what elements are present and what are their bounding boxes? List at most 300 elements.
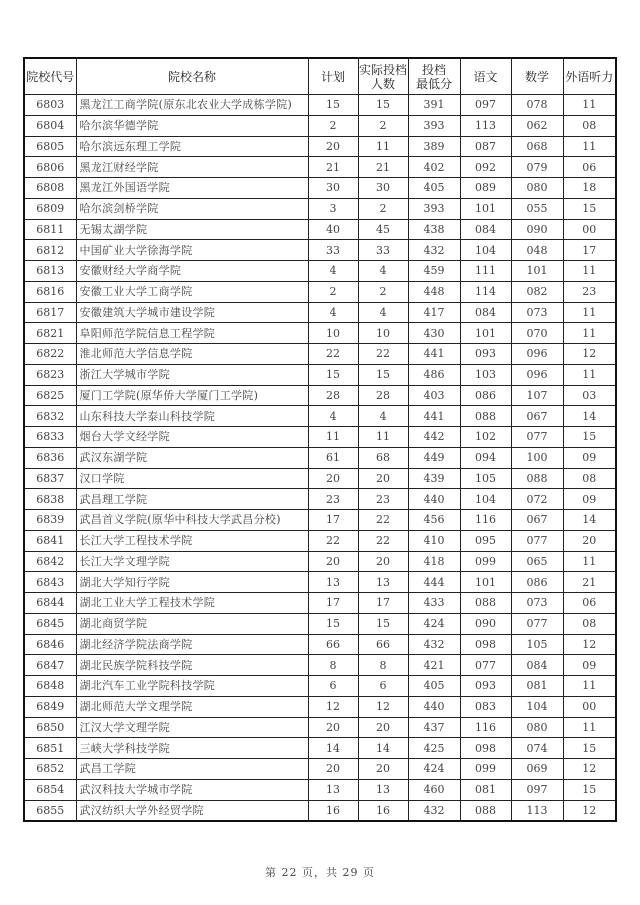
cell-plan: 33 [308, 240, 358, 261]
cell-actual-count: 20 [358, 468, 408, 489]
cell-min-score: 442 [408, 427, 460, 448]
cell-actual-count: 10 [358, 323, 408, 344]
cell-school-code: 6823 [24, 364, 76, 385]
cell-listening: 14 [563, 510, 616, 531]
cell-math: 084 [511, 655, 563, 676]
cell-actual-count: 4 [358, 302, 408, 323]
cell-actual-count: 14 [358, 738, 408, 759]
cell-chinese: 101 [460, 198, 511, 219]
cell-school-name: 湖北大学知行学院 [76, 572, 308, 593]
cell-plan: 11 [308, 427, 358, 448]
table-row [24, 406, 616, 427]
table-row [24, 696, 616, 717]
cell-school-code: 6813 [24, 261, 76, 282]
cell-listening: 15 [563, 779, 616, 800]
cell-plan: 28 [308, 385, 358, 406]
cell-plan: 17 [308, 510, 358, 531]
cell-school-code: 6849 [24, 696, 76, 717]
cell-actual-count: 23 [358, 489, 408, 510]
cell-min-score: 449 [408, 447, 460, 468]
cell-actual-count: 22 [358, 344, 408, 365]
table-row [24, 302, 616, 323]
cell-math: 096 [511, 344, 563, 365]
cell-chinese: 087 [460, 136, 511, 157]
cell-school-name: 哈尔滨远东理工学院 [76, 136, 308, 157]
cell-school-name: 无锡太湖学院 [76, 219, 308, 240]
table-row [24, 676, 616, 697]
cell-min-score: 393 [408, 198, 460, 219]
cell-min-score: 441 [408, 406, 460, 427]
cell-plan: 15 [308, 613, 358, 634]
cell-actual-count: 12 [358, 696, 408, 717]
cell-school-name: 安徽建筑大学城市建设学院 [76, 302, 308, 323]
cell-math: 070 [511, 323, 563, 344]
cell-school-name: 长江大学文理学院 [76, 551, 308, 572]
cell-plan: 20 [308, 717, 358, 738]
table-row [24, 344, 616, 365]
cell-actual-count: 33 [358, 240, 408, 261]
cell-plan: 2 [308, 115, 358, 136]
cell-plan: 2 [308, 281, 358, 302]
cell-math: 088 [511, 468, 563, 489]
cell-math: 055 [511, 198, 563, 219]
header-school-code: 院校代号 [24, 58, 76, 95]
cell-school-code: 6854 [24, 779, 76, 800]
table-row [24, 800, 616, 821]
cell-chinese: 111 [460, 261, 511, 282]
header-line: 人数 [370, 76, 395, 91]
cell-plan: 23 [308, 489, 358, 510]
cell-school-code: 6821 [24, 323, 76, 344]
header-plan: 计划 [308, 58, 358, 95]
cell-chinese: 104 [460, 489, 511, 510]
cell-chinese: 094 [460, 447, 511, 468]
cell-actual-count: 22 [358, 510, 408, 531]
cell-listening: 18 [563, 178, 616, 199]
cell-listening: 23 [563, 281, 616, 302]
cell-school-name: 阜阳师范学院信息工程学院 [76, 323, 308, 344]
cell-school-name: 淮北师范大学信息学院 [76, 344, 308, 365]
cell-school-name: 黑龙江财经学院 [76, 157, 308, 178]
cell-listening: 15 [563, 738, 616, 759]
cell-chinese: 113 [460, 115, 511, 136]
cell-school-code: 6804 [24, 115, 76, 136]
cell-listening: 11 [563, 136, 616, 157]
cell-listening: 14 [563, 406, 616, 427]
cell-school-name: 山东科技大学泰山科技学院 [76, 406, 308, 427]
cell-school-code: 6822 [24, 344, 76, 365]
cell-school-name: 湖北工业大学工程技术学院 [76, 593, 308, 614]
cell-school-code: 6811 [24, 219, 76, 240]
cell-school-name: 长江大学工程技术学院 [76, 530, 308, 551]
cell-min-score: 441 [408, 344, 460, 365]
cell-chinese: 103 [460, 364, 511, 385]
header-min-score [408, 58, 460, 95]
cell-plan: 14 [308, 738, 358, 759]
cell-math: 074 [511, 738, 563, 759]
cell-min-score: 417 [408, 302, 460, 323]
cell-math: 086 [511, 572, 563, 593]
table-row [24, 95, 616, 116]
cell-math: 080 [511, 178, 563, 199]
cell-min-score: 421 [408, 655, 460, 676]
cell-actual-count: 21 [358, 157, 408, 178]
cell-school-name: 湖北汽车工业学院科技学院 [76, 676, 308, 697]
cell-plan: 6 [308, 676, 358, 697]
cell-school-name: 武汉东湖学院 [76, 447, 308, 468]
cell-listening: 11 [563, 364, 616, 385]
table-row [24, 178, 616, 199]
cell-school-code: 6850 [24, 717, 76, 738]
table-row [24, 219, 616, 240]
cell-chinese: 116 [460, 510, 511, 531]
header-line: 最低分 [415, 76, 452, 91]
cell-actual-count: 2 [358, 281, 408, 302]
table-row [24, 530, 616, 551]
table-row [24, 779, 616, 800]
cell-listening: 11 [563, 676, 616, 697]
cell-min-score: 424 [408, 759, 460, 780]
cell-school-name: 哈尔滨剑桥学院 [76, 198, 308, 219]
cell-chinese: 092 [460, 157, 511, 178]
cell-actual-count: 20 [358, 551, 408, 572]
table-row [24, 717, 616, 738]
cell-math: 077 [511, 613, 563, 634]
cell-plan: 8 [308, 655, 358, 676]
cell-listening: 00 [563, 219, 616, 240]
cell-school-code: 6836 [24, 447, 76, 468]
cell-plan: 15 [308, 95, 358, 116]
table-row [24, 655, 616, 676]
cell-min-score: 418 [408, 551, 460, 572]
header-actual-count [358, 58, 408, 95]
cell-min-score: 437 [408, 717, 460, 738]
cell-chinese: 093 [460, 676, 511, 697]
cell-math: 090 [511, 219, 563, 240]
cell-school-name: 三峡大学科技学院 [76, 738, 308, 759]
cell-listening: 21 [563, 572, 616, 593]
cell-chinese: 084 [460, 302, 511, 323]
table-row [24, 323, 616, 344]
cell-actual-count: 2 [358, 115, 408, 136]
cell-school-code: 6803 [24, 95, 76, 116]
header-school-name: 院校名称 [76, 58, 308, 95]
cell-chinese: 088 [460, 406, 511, 427]
cell-min-score: 448 [408, 281, 460, 302]
cell-school-code: 6855 [24, 800, 76, 821]
cell-math: 073 [511, 302, 563, 323]
cell-chinese: 101 [460, 572, 511, 593]
cell-listening: 11 [563, 261, 616, 282]
cell-min-score: 438 [408, 219, 460, 240]
cell-listening: 08 [563, 613, 616, 634]
cell-listening: 00 [563, 696, 616, 717]
header-math: 数学 [511, 58, 563, 95]
cell-plan: 40 [308, 219, 358, 240]
cell-school-name: 哈尔滨华德学院 [76, 115, 308, 136]
cell-listening: 12 [563, 634, 616, 655]
table-row [24, 115, 616, 136]
cell-min-score: 486 [408, 364, 460, 385]
cell-min-score: 424 [408, 613, 460, 634]
table-row [24, 489, 616, 510]
cell-school-name: 武昌工学院 [76, 759, 308, 780]
table-row [24, 613, 616, 634]
cell-chinese: 083 [460, 696, 511, 717]
cell-min-score: 405 [408, 178, 460, 199]
cell-actual-count: 68 [358, 447, 408, 468]
cell-school-name: 武汉科技大学城市学院 [76, 779, 308, 800]
page-number: 第 22 页，共 29 页 [265, 866, 375, 879]
cell-school-code: 6825 [24, 385, 76, 406]
cell-math: 107 [511, 385, 563, 406]
cell-school-code: 6837 [24, 468, 76, 489]
cell-chinese: 093 [460, 344, 511, 365]
cell-chinese: 095 [460, 530, 511, 551]
cell-actual-count: 6 [358, 676, 408, 697]
cell-min-score: 389 [408, 136, 460, 157]
table-row [24, 738, 616, 759]
cell-listening: 15 [563, 198, 616, 219]
table-body [24, 95, 616, 822]
header-line: 投档 [421, 62, 446, 77]
cell-min-score: 410 [408, 530, 460, 551]
cell-math: 067 [511, 510, 563, 531]
cell-math: 065 [511, 551, 563, 572]
cell-listening: 11 [563, 717, 616, 738]
cell-listening: 12 [563, 344, 616, 365]
cell-math: 081 [511, 676, 563, 697]
cell-listening: 11 [563, 302, 616, 323]
cell-plan: 66 [308, 634, 358, 655]
cell-math: 113 [511, 800, 563, 821]
cell-chinese: 077 [460, 655, 511, 676]
cell-school-code: 6812 [24, 240, 76, 261]
table-row [24, 593, 616, 614]
cell-math: 080 [511, 717, 563, 738]
cell-school-code: 6851 [24, 738, 76, 759]
cell-plan: 4 [308, 302, 358, 323]
cell-school-code: 6809 [24, 198, 76, 219]
cell-actual-count: 28 [358, 385, 408, 406]
cell-school-name: 武昌理工学院 [76, 489, 308, 510]
cell-math: 079 [511, 157, 563, 178]
cell-school-code: 6833 [24, 427, 76, 448]
cell-math: 105 [511, 634, 563, 655]
cell-actual-count: 13 [358, 572, 408, 593]
cell-actual-count: 4 [358, 406, 408, 427]
cell-chinese: 090 [460, 613, 511, 634]
table-row [24, 510, 616, 531]
cell-plan: 21 [308, 157, 358, 178]
table-row [24, 427, 616, 448]
header-chinese: 语文 [460, 58, 511, 95]
cell-listening: 17 [563, 240, 616, 261]
cell-math: 097 [511, 779, 563, 800]
cell-math: 067 [511, 406, 563, 427]
cell-plan: 20 [308, 136, 358, 157]
cell-actual-count: 20 [358, 717, 408, 738]
cell-listening: 11 [563, 323, 616, 344]
cell-actual-count: 22 [358, 530, 408, 551]
cell-school-code: 6816 [24, 281, 76, 302]
cell-listening: 08 [563, 115, 616, 136]
cell-min-score: 403 [408, 385, 460, 406]
cell-chinese: 097 [460, 95, 511, 116]
cell-chinese: 099 [460, 759, 511, 780]
cell-listening: 20 [563, 530, 616, 551]
cell-school-name: 黑龙江外国语学院 [76, 178, 308, 199]
cell-plan: 61 [308, 447, 358, 468]
cell-plan: 17 [308, 593, 358, 614]
cell-school-name: 汉口学院 [76, 468, 308, 489]
cell-school-name: 烟台大学文经学院 [76, 427, 308, 448]
table-row [24, 261, 616, 282]
table-row [24, 364, 616, 385]
header-line: 实际投档 [358, 62, 407, 77]
cell-min-score: 440 [408, 696, 460, 717]
cell-actual-count: 4 [358, 261, 408, 282]
cell-math: 104 [511, 696, 563, 717]
cell-school-code: 6847 [24, 655, 76, 676]
cell-math: 069 [511, 759, 563, 780]
cell-school-code: 6844 [24, 593, 76, 614]
cell-school-name: 江汉大学文理学院 [76, 717, 308, 738]
cell-school-code: 6832 [24, 406, 76, 427]
cell-min-score: 459 [408, 261, 460, 282]
cell-min-score: 444 [408, 572, 460, 593]
cell-chinese: 101 [460, 323, 511, 344]
cell-min-score: 440 [408, 489, 460, 510]
cell-chinese: 086 [460, 385, 511, 406]
cell-math: 077 [511, 427, 563, 448]
cell-school-name: 安徽财经大学商学院 [76, 261, 308, 282]
cell-school-code: 6817 [24, 302, 76, 323]
cell-listening: 15 [563, 427, 616, 448]
cell-school-code: 6806 [24, 157, 76, 178]
cell-school-name: 湖北经济学院法商学院 [76, 634, 308, 655]
cell-plan: 16 [308, 800, 358, 821]
cell-min-score: 430 [408, 323, 460, 344]
cell-school-name: 安徽工业大学工商学院 [76, 281, 308, 302]
cell-listening: 03 [563, 385, 616, 406]
cell-actual-count: 15 [358, 613, 408, 634]
table-row [24, 759, 616, 780]
cell-school-code: 6841 [24, 530, 76, 551]
cell-listening: 09 [563, 489, 616, 510]
cell-chinese: 088 [460, 800, 511, 821]
cell-chinese: 102 [460, 427, 511, 448]
cell-min-score: 432 [408, 634, 460, 655]
cell-school-name: 武汉纺织大学外经贸学院 [76, 800, 308, 821]
cell-school-code: 6838 [24, 489, 76, 510]
cell-listening: 11 [563, 551, 616, 572]
table-row [24, 198, 616, 219]
cell-actual-count: 11 [358, 427, 408, 448]
admission-table [23, 57, 617, 822]
cell-listening: 09 [563, 447, 616, 468]
cell-school-name: 湖北民族学院科技学院 [76, 655, 308, 676]
cell-listening: 12 [563, 759, 616, 780]
cell-chinese: 104 [460, 240, 511, 261]
cell-min-score: 456 [408, 510, 460, 531]
cell-school-name: 湖北商贸学院 [76, 613, 308, 634]
cell-school-name: 湖北师范大学文理学院 [76, 696, 308, 717]
cell-school-code: 6842 [24, 551, 76, 572]
cell-school-name: 浙江大学城市学院 [76, 364, 308, 385]
cell-min-score: 460 [408, 779, 460, 800]
cell-math: 096 [511, 364, 563, 385]
cell-min-score: 432 [408, 240, 460, 261]
cell-min-score: 405 [408, 676, 460, 697]
cell-chinese: 098 [460, 738, 511, 759]
cell-plan: 20 [308, 759, 358, 780]
cell-plan: 22 [308, 530, 358, 551]
cell-actual-count: 8 [358, 655, 408, 676]
cell-actual-count: 66 [358, 634, 408, 655]
table-row [24, 551, 616, 572]
cell-chinese: 099 [460, 551, 511, 572]
cell-school-code: 6839 [24, 510, 76, 531]
cell-plan: 4 [308, 261, 358, 282]
cell-chinese: 084 [460, 219, 511, 240]
cell-actual-count: 15 [358, 95, 408, 116]
cell-plan: 15 [308, 364, 358, 385]
cell-min-score: 393 [408, 115, 460, 136]
cell-chinese: 089 [460, 178, 511, 199]
cell-listening: 11 [563, 95, 616, 116]
cell-school-code: 6843 [24, 572, 76, 593]
cell-school-name: 黑龙江工商学院(原东北农业大学成栋学院) [76, 95, 308, 116]
cell-actual-count: 20 [358, 759, 408, 780]
cell-school-name: 中国矿业大学徐海学院 [76, 240, 308, 261]
cell-actual-count: 13 [358, 779, 408, 800]
table-row [24, 136, 616, 157]
cell-plan: 10 [308, 323, 358, 344]
cell-listening: 12 [563, 800, 616, 821]
cell-math: 082 [511, 281, 563, 302]
cell-actual-count: 16 [358, 800, 408, 821]
table-row [24, 634, 616, 655]
cell-actual-count: 11 [358, 136, 408, 157]
cell-school-code: 6808 [24, 178, 76, 199]
cell-chinese: 116 [460, 717, 511, 738]
cell-min-score: 433 [408, 593, 460, 614]
cell-actual-count: 30 [358, 178, 408, 199]
cell-chinese: 081 [460, 779, 511, 800]
cell-math: 048 [511, 240, 563, 261]
cell-plan: 20 [308, 468, 358, 489]
cell-listening: 08 [563, 468, 616, 489]
cell-math: 100 [511, 447, 563, 468]
cell-min-score: 432 [408, 800, 460, 821]
cell-math: 078 [511, 95, 563, 116]
table-row [24, 240, 616, 261]
cell-min-score: 402 [408, 157, 460, 178]
table-row [24, 281, 616, 302]
cell-plan: 30 [308, 178, 358, 199]
cell-school-code: 6805 [24, 136, 76, 157]
cell-actual-count: 2 [358, 198, 408, 219]
table-row [24, 385, 616, 406]
cell-min-score: 425 [408, 738, 460, 759]
cell-actual-count: 17 [358, 593, 408, 614]
table-row [24, 157, 616, 178]
table-row [24, 468, 616, 489]
cell-min-score: 391 [408, 95, 460, 116]
cell-min-score: 439 [408, 468, 460, 489]
cell-math: 062 [511, 115, 563, 136]
